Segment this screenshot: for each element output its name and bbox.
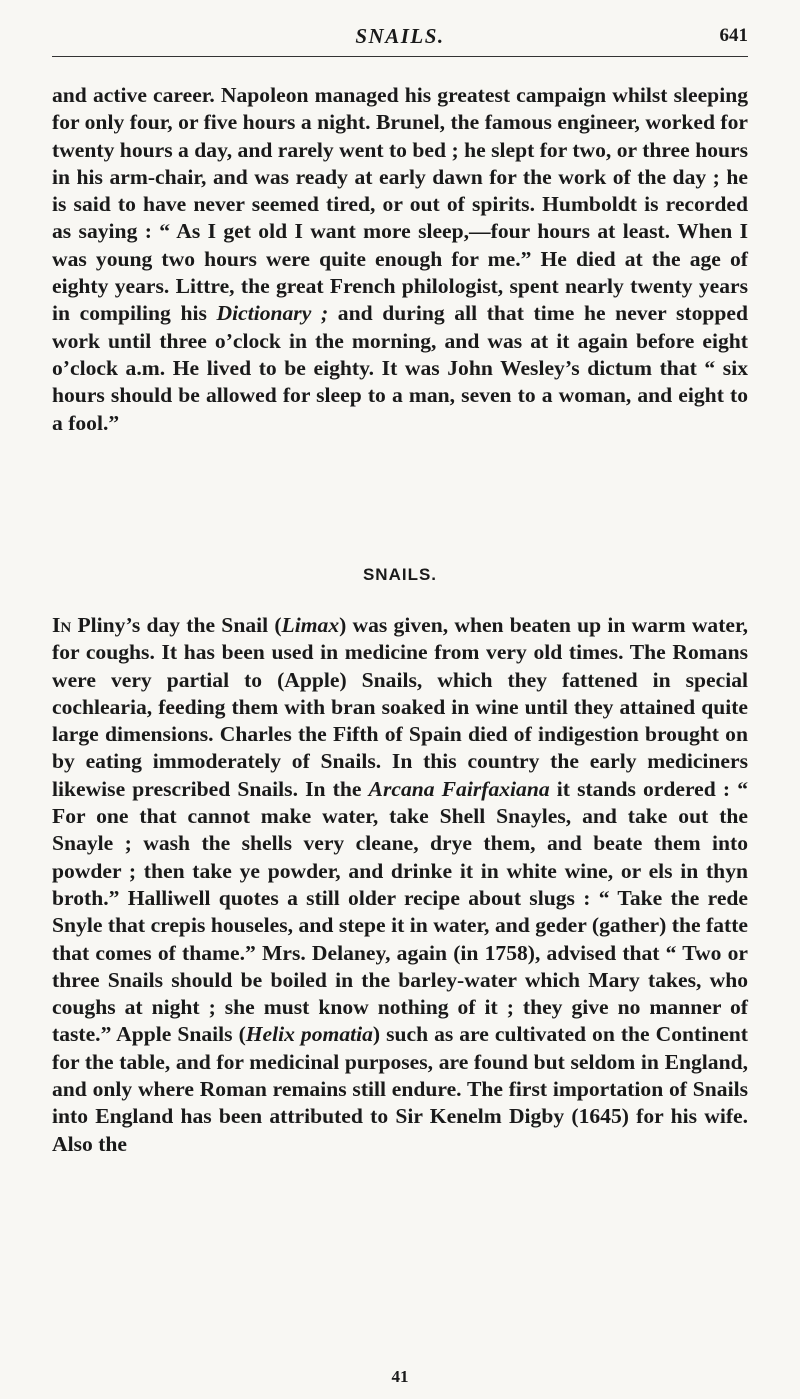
paragraph-part-2: ) was given, when beaten up in warm water, for coughs. It has been used in medicine from very old times. The Romans were very partial to (Apple) Snails, which they fattened in special cochlearia, feeding them with bran soaked in wine until they attained quite large dimensions. Charles the Fifth of Spain died of indigestion brought on by eating immoderately of Snails. In this country the early mediciners likewise prescribed Snails. In the bbox=[52, 613, 748, 801]
paragraph-part-1: Pliny’s day the Snail ( bbox=[71, 613, 282, 637]
paragraph-text: and active career. Napoleon managed his greatest campaign whilst sleeping for only four, or five hours a night. Brunel, the famous engineer, worked for twenty hours a day, and rarely went to bed ; he slept for two, or three hours in his arm-chair, and was ready at early dawn for the work of the day ; he is said to have never seemed tired, or out of spirits. Humboldt is recorded as saying : “ As I get old I want more sleep,—four hours at least. When I was young two hours were quite enough for me.” He died at the age of eighty years. Littre, the great French philologist, spent nearly twenty years in compiling his bbox=[52, 83, 748, 326]
italic-limax: Limax bbox=[281, 613, 340, 637]
running-head bbox=[52, 22, 748, 56]
italic-helix: Helix pomatia bbox=[245, 1022, 373, 1047]
paragraph-part-3: it stands ordered : “ For one that cannot make water, take Shell Snayles, and take out the Snayle ; wash the shells very cleane, drye them, and beate them into powder ; then take ye powder, and drinke it in white wine, or els in thyn broth.” Halliwell quotes a still older recipe about slugs : “ Take the rede Snyle that crepis houseles, and stepe it in water, and geder (gather) the fatte that comes of thame.” Mrs. Delaney, again (in 1758), advised that “ Two or three Snails should be boiled in the barley-water which Mary takes, who coughs at night ; she must know nothing of it ; they give no manner of taste.” Apple Snails ( bbox=[52, 776, 748, 1047]
header-rule bbox=[52, 56, 748, 57]
lead-word: In bbox=[52, 613, 72, 637]
section-heading: SNAILS. bbox=[362, 565, 438, 584]
italic-dictionary: Dictionary ; bbox=[216, 301, 329, 326]
italic-arcana: Arcana Fairfaxiana bbox=[368, 776, 550, 801]
signature-mark: 41 bbox=[391, 1367, 409, 1386]
paragraph-snails bbox=[52, 612, 748, 1158]
paragraph-sleep bbox=[52, 82, 748, 437]
page-number: 641 bbox=[719, 25, 748, 46]
paragraph-text-end: and during all that time he never stopped work until three o’clock in the morning, and was at it again before eight o’clock a.m. He lived to be eighty. It was John Wesley’s dictum that “ six hours should be allowed for sleep to a man, seven to a woman, and eight to a fool.” bbox=[52, 301, 748, 435]
paragraph-part-4: ) such as are cultivated on the Continent for the table, and for medicinal purposes, are found but seldom in England, and only where Roman remains still endure. The first importation of Snails into England has been attributed to Sir Kenelm Digby (1645) for his wife. Also the bbox=[52, 1022, 748, 1156]
running-title: SNAILS. bbox=[355, 24, 445, 48]
